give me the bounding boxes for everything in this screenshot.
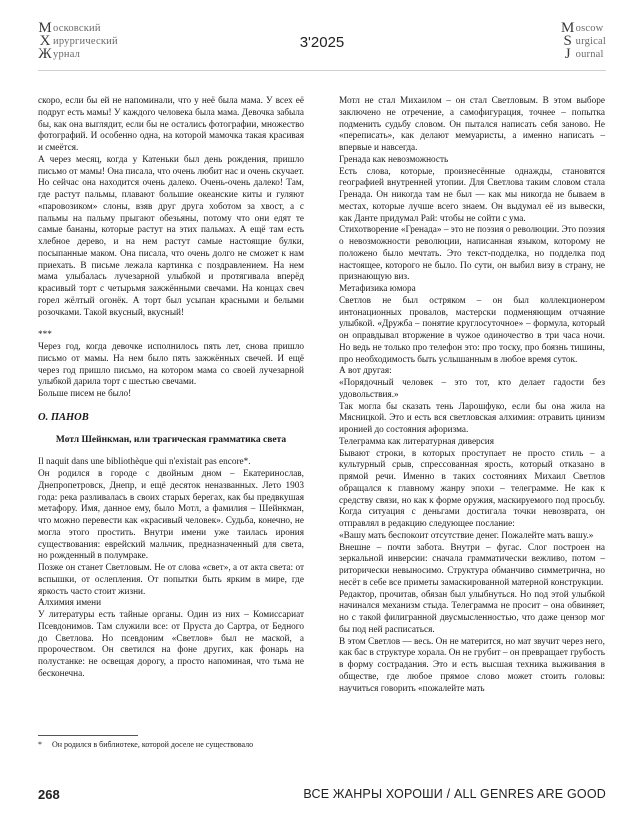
section-name: ВСЕ ЖАНРЫ ХОРОШИ / ALL GENRES ARE GOOD — [303, 787, 606, 801]
page-footer — [38, 787, 606, 807]
logo-cap-s-en: S — [563, 33, 572, 49]
article-title: Мотл Шейнкман, или трагическая грамматика света — [55, 434, 287, 445]
paragraph: Есть слова, которые, произнесённые однажды, становятся географией внутренней утопии. Для Светлова таким словом стала Гренада. Он никогда там не был — как мы никогда не бываем в местах, которые лучше всего знаем. Он выдумал её из вывески, как Данте придумал Рай: чтобы не сойти с ума. — [339, 166, 605, 224]
paragraph: Так могла бы сказать тень Ларошфуко, если бы она жила на Мясницкой. Это и есть вся светловская алхимия: отравить цинизм иронией до состояния афоризма. — [339, 401, 605, 435]
page-header — [38, 22, 606, 66]
quote: «Порядочный человек – это тот, кто делает гадости без удовольствия.» — [339, 378, 605, 400]
logo-word-en-3: ournal — [575, 49, 604, 60]
paragraph: Светлов не был остряком – он был коллекционером интонационных провалов, мастерски подменяющим отчаяние улыбкой. «Дружба – понятие круглосуточное» – формула, который он оправдывал вторжение в чужое одиночество в три часа ночи. Но ведь не только про телефон это: про тоску, про боязнь тишины, про необходимость быть услышанным в любое время суток. — [339, 295, 605, 365]
paragraph: Больше писем не было! — [38, 389, 132, 399]
right-column — [339, 96, 605, 695]
section-separator: *** — [38, 330, 52, 341]
paragraph: А вот другая: — [339, 366, 392, 377]
footnote-divider — [38, 735, 138, 736]
footnote-text: Он родился в библиотеке, которой доселе не существовало — [52, 740, 254, 749]
left-column — [38, 96, 304, 681]
paragraph: А через месяц, когда у Катеньки был день рождения, пришло письмо от мамы! Она писала, что очень любит нас и очень скучает. Но сейчас она находится очень далеко. Очень-очень далеко! Там, где растут пальмы, плавают большие океанские киты и гуляют «паровозиком» слоны, взяв друг друга хоботом за хвост, а с пальмы на пальму прыгают обезьяны, потому что они едят те самые бананы, которые растут на этих пальмах. А ещё там есть хлебное дерево, и на нем растут самые настоящие булки, посыпанные маком. Она писала, что очень долго не сможет к нам приехать. В письме лежала картинка с поздравлением. На нем мама улыбалась лучезарной улыбкой и протягивала вперёд красивый торт с четырьмя зажжёнными свечами. На концах свеч горел жёлтый огонёк. А торт был усыпан красными и белыми розочками. Такой вкусный, вкусный! — [38, 154, 304, 318]
logo-word-3: урнал — [53, 49, 81, 60]
paragraph: Он родился в городе с двойным дном – Екатеринослав, Днепропетровск, Днепр, и ещё десяток неназванных. Лето 1903 года: река разливалась в своих старых берегах, как бы предвкушая метафору. Имя, данное ему, было Мотл, а фамилия – Шейнкман, что можно перевести как «красивый человек». Судьба, конечно, не могла этого простить. Внутри имени уже таилась ирония существования: еврейский мальчик, предназначенный для света, но рожденный в полумраке. — [38, 469, 304, 562]
paragraph: Мотл не стал Михаилом – он стал Светловым. В этом выборе заключено не отречение, а самофигурация, точнее – попытка подменить судьбу словом. Он пытался написать себя заново. Не «переписать», как делают мемуаристы, а именно написать – впервые и навсегда. — [339, 96, 605, 153]
footnote — [38, 740, 312, 750]
paragraph: У литературы есть тайные органы. Один из них – Комиссариат Псевдонимов. Там служили все: от Пруста до Сартра, от Бедного до Светлова. Но псевдоним «Светлов» был не маской, а пророчеством. Он светился на фоне других, как фонарь на полустанке: не освещая дорогу, а просто напоминая, что тьма не бесконечна. — [38, 610, 304, 679]
quote: «Вашу мать беспокоит отсутствие денег. Пожалейте мать вашу.» — [339, 530, 594, 541]
logo-cap-zh: Ж — [38, 46, 52, 62]
paragraph: Стихотворение «Гренада» – это не поэзия о революции. Это поэзия о невозможности революции, написанная языком, которому не положено было мечтать. Это текст-подделка, но подделка под настоящее, которого не было. По сути, он выбил визу в страну, не признающую виз. — [339, 225, 605, 283]
logo-word-en-2: urgical — [575, 36, 606, 47]
paragraph: Позже он станет Светловым. Не от слова «свет», а от акта света: от вспышки, от ослепления. От попытки быть ярким в мире, где яркость часто стоит жизни. — [38, 563, 304, 597]
logo-word-en-1: oscow — [575, 23, 604, 34]
logo-word-1: осковский — [53, 23, 101, 34]
page-number: 268 — [38, 787, 60, 802]
paragraph: Редактор, прочитав, обязан был улыбнуться. Но под этой улыбкой начинался механизм стыда. Телеграмма не просит – она обвиняет, но с такой филигранной двусмысленностью, что даже цензор мог бы под ней расписаться. — [339, 589, 605, 635]
logo-cap-h: Х — [39, 33, 51, 49]
article-author: О. ПАНОВ — [38, 411, 89, 423]
subheading: Телеграмма как литературная диверсия — [339, 436, 494, 447]
subheading: Метафизика юмора — [339, 284, 416, 294]
paragraph: Внешне – почти забота. Внутри – фугас. Слог построен на зеркальной инверсии: сначала грамматически вежливо, потом – риторически невыносимо. Структура обманчиво симметрична, но несёт в себе все приметы замаскированной матерной конструкции. — [339, 542, 605, 588]
logo-cap-j-en: J — [564, 46, 571, 62]
issue-number: 3'2025 — [299, 34, 345, 51]
paragraph: Через год, когда девочке исполнилось пять лет, снова пришло письмо от мамы. На нем было пять зажжённых свечей. И ещё через год пришло письмо, на котором мама со своей лучезарной улыбкой дарила торт с шестью свечами. — [38, 342, 304, 388]
epigraph: Il naquit dans une bibliothèque qui n'existait pas encore*. — [38, 457, 251, 468]
logo-cap-m-en: M — [560, 20, 575, 36]
paragraph: скоро, если бы ей не напоминали, что у неё была мама. У всех её подруг есть мамы! У каждого человека была мама. Девочка забыла бы, как она выглядит, если бы не остались фотографии, множество фотографий. И особенно одна, на которой мамочка такая красивая и смеётся. — [38, 96, 304, 153]
journal-logo-en — [561, 22, 606, 61]
logo-cap-m: М — [38, 20, 52, 36]
subheading: Алхимия имени — [38, 598, 102, 609]
subheading: Гренада как невозможность — [339, 154, 449, 165]
paragraph: Бывают строки, в которых проступает не просто стиль – а культурный срыв, спрессованная ярость, который отказано в прямой речи. Именно в таких состояниях Михаил Светлов обращался к главному жанру эпохи – телеграмме. Не как к средству связи, но как к форме оружия, маскируемого под просьбу. Когда ситуация с деньгами достигала точки невозврата, он отправлял в редакцию следующее послание: — [339, 448, 605, 529]
header-divider — [38, 70, 606, 71]
logo-word-2: ирургический — [53, 36, 118, 47]
footnote-mark: * — [38, 740, 42, 749]
paragraph: В этом Светлов — весь. Он не матерится, но мат звучит через него, как бас в структуре хорала. Он не грубит – он превращает грубость в форму сострадания. Это и есть высшая техника выживания в обществе, где любое прямое слово может стоить головы: научиться говорить «пожалейте мать — [339, 636, 605, 694]
